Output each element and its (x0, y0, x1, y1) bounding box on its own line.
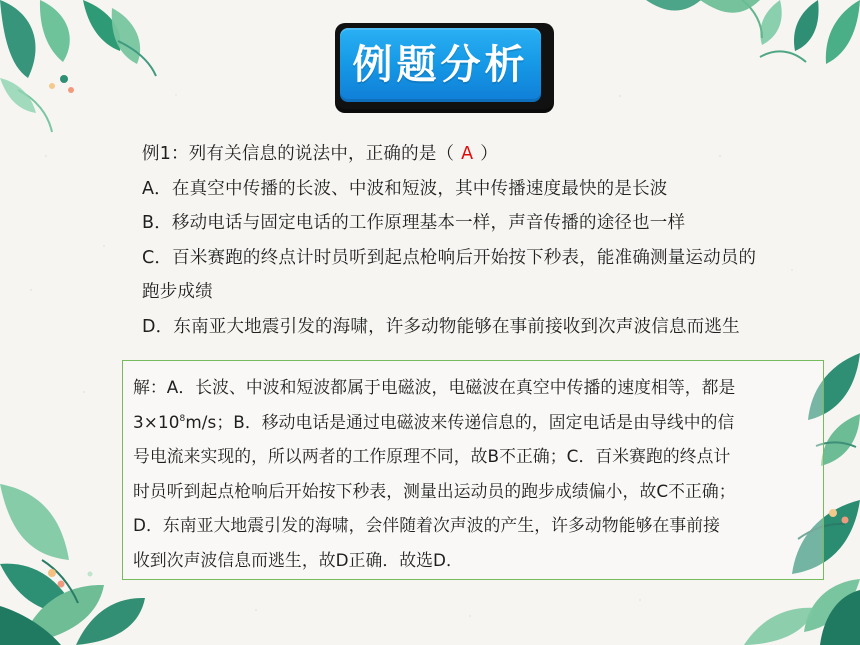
page-title: 例题分析 (352, 42, 529, 88)
option-d: D．东南亚大地震引发的海啸，许多动物能够在事前接收到次声波信息而逃生 (142, 316, 740, 337)
solution-text-block (133, 370, 819, 577)
solution-box (122, 360, 824, 580)
solution-line-4: 时员听到起点枪响后开始按下秒表，测量出运动员的跑步成绩偏小，故C不正确； (133, 480, 736, 501)
solution-line-2-after: m/s；B．移动电话是通过电磁波来传递信息的，固定电话是由导线中的信 (185, 411, 735, 432)
solution-line-2-before: 3×10 (133, 411, 180, 432)
solution-line-2 (133, 405, 819, 440)
question-stem-end: ） (480, 144, 498, 164)
option-b: B．移动电话与固定电话的工作原理基本一样，声音传播的途径也一样 (142, 213, 686, 233)
question-stem-text: 例1：列有关信息的说法中，正确的是（ (142, 144, 455, 164)
superscript-exponent: 8 (179, 413, 186, 424)
question-block (142, 137, 817, 344)
solution-line-6: 收到次声波信息而逃生，故D正确．故选D． (133, 549, 463, 570)
title-badge (335, 23, 554, 109)
answer-text: A (461, 144, 474, 164)
option-c-line-2: 跑步成绩 (142, 282, 213, 302)
solution-line-1: 解：A．长波、中波和短波都属于电磁波，电磁波在真空中传播的速度相等，都是 (133, 377, 736, 397)
question-stem (142, 137, 817, 172)
solution-line-5: D．东南亚大地震引发的海啸，会伴随着次声波的产生，许多动物能够在事前接 (133, 515, 720, 535)
top-left-leaves-icon (0, 0, 156, 132)
option-a: A．在真空中传播的长波、中波和短波，其中传播速度最快的是长波 (142, 178, 668, 199)
top-right-leaves-icon (646, 0, 860, 64)
option-c-line-1: C．百米赛跑的终点计时员听到起点枪响后开始按下秒表，能准确测量运动员的 (142, 247, 757, 268)
title-badge-inner (340, 28, 541, 102)
solution-line-3: 号电流来实现的，所以两者的工作原理不同，故B不正确；C．百米赛跑的终点计 (133, 446, 731, 466)
